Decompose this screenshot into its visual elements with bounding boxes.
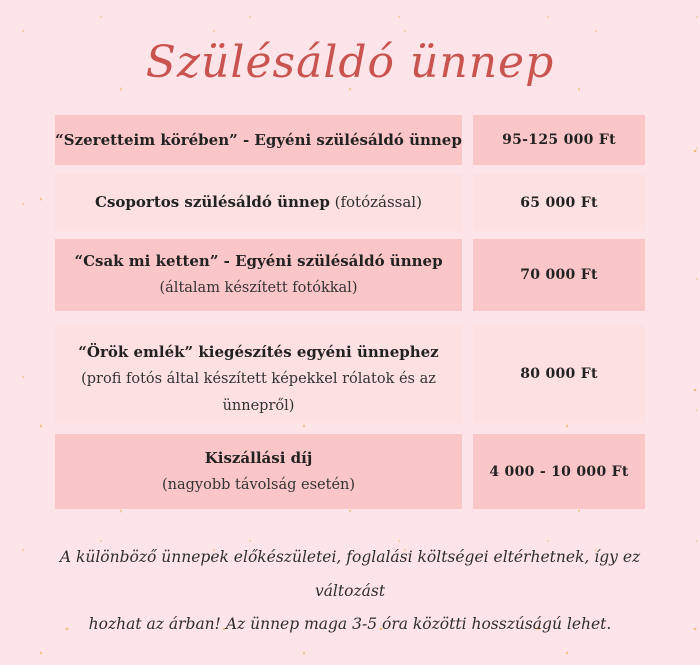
table-row: [55, 434, 645, 509]
row-price: 95-125 000 Ft: [502, 132, 616, 149]
row-subtitle: (profi fotós által készített képekkel rólatok és az ünnepről): [81, 371, 436, 414]
footer-note-line1: A különböző ünnepek előkészületei, foglalási költségei eltérhetnek, így ez változást: [59, 548, 641, 600]
row-title: [55, 127, 462, 154]
row-subtitle: (nagyobb távolság esetén): [161, 476, 356, 493]
table-row: [55, 115, 645, 165]
row-title-text: “Csak mi ketten” - Egyéni szülésáldó ünnep: [74, 252, 443, 271]
table-row: [55, 239, 645, 311]
row-price-cell: [473, 115, 645, 165]
row-price-cell: [473, 434, 645, 509]
row-description-cell: [55, 239, 462, 311]
row-price: 65 000 Ft: [520, 194, 598, 211]
footer-note: [28, 541, 672, 641]
row-price: 4 000 - 10 000 Ft: [489, 463, 629, 480]
row-description-cell: [55, 115, 462, 165]
row-title-text: Kiszállási díj: [204, 448, 313, 467]
table-row: [55, 174, 645, 231]
row-description-cell: [55, 325, 462, 423]
row-price: 70 000 Ft: [520, 267, 598, 284]
row-price-cell: [473, 239, 645, 311]
row-subtitle: (általam készített fotókkal): [159, 280, 358, 297]
row-description-cell: [55, 174, 462, 231]
row-title: [78, 339, 438, 366]
row-title-text: “Szeretteim körében” - Egyéni szülésáldó ünnep: [55, 130, 462, 149]
row-price-cell: [473, 174, 645, 231]
price-table: [55, 115, 645, 509]
price-list-page: [0, 34, 700, 665]
row-title: [205, 445, 313, 472]
page-title: Szülésáldó ünnep: [145, 37, 555, 88]
row-title-text: “Örök emlék” kiegészítés egyéni ünnephez: [78, 343, 439, 362]
row-title: [95, 189, 422, 216]
row-price: 80 000 Ft: [520, 366, 598, 383]
row-title-text: Csoportos szülésáldó ünnep: [95, 193, 330, 212]
row-title: [74, 248, 442, 275]
row-title-suffix: (fotózással): [329, 193, 422, 212]
table-row: [55, 325, 645, 423]
footer-note-line2: hozhat az árban! Az ünnep maga 3-5 óra közötti hosszúságú lehet.: [88, 614, 612, 633]
row-price-cell: [473, 325, 645, 423]
row-description-cell: [55, 434, 462, 509]
